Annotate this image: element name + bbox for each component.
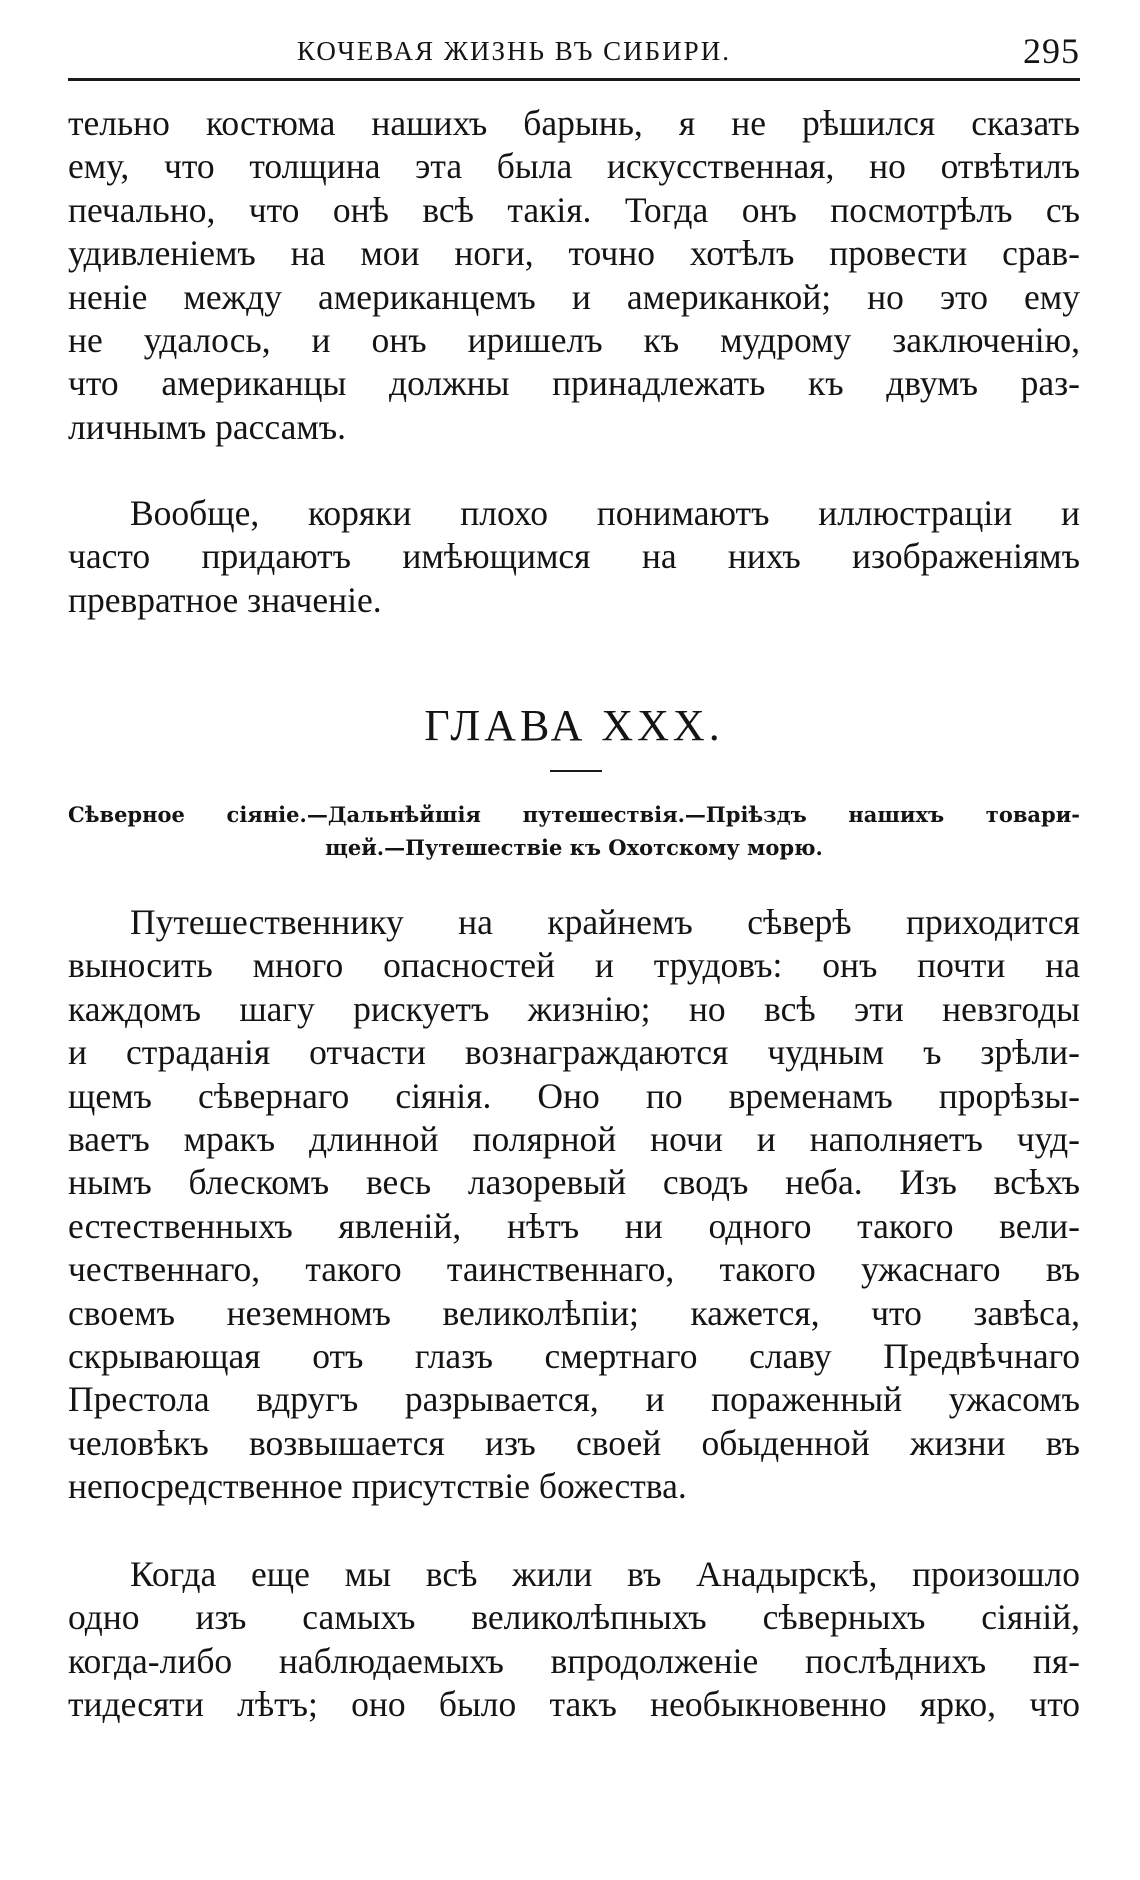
- paragraph-line: тельно костюма нашихъ барынь, я не рѣшился сказать: [68, 103, 1080, 143]
- paragraph-line: тидесяти лѣтъ; оно было такъ необыкновенно ярко, что: [68, 1684, 1080, 1725]
- paragraph-line: удивленіемъ на мои ноги, точно хотѣлъ провести срав-: [68, 233, 1080, 274]
- paragraph-line: выносить много опасностей и трудовъ: онъ почти на: [68, 945, 1080, 986]
- chapter-summary: [68, 798, 1080, 864]
- chapter-title: ГЛАВА XXX.: [424, 701, 724, 750]
- paragraph-line: непосредственное присутствіе божества.: [68, 1466, 687, 1507]
- paragraph-line: что американцы должны принадлежать къ двумъ раз-: [68, 363, 1080, 404]
- summary-line: Сѣверное сіяніе.—Дальнѣйшія путешествія.—Пріѣздъ нашихъ товари-: [68, 802, 1080, 827]
- paragraph-line: когда-либо наблюдаемыхъ впродолженіе послѣднихъ пя-: [68, 1640, 1080, 1681]
- paragraph-line: ему, что толщина эта была искусственная, но отвѣтилъ: [68, 146, 1080, 187]
- paragraph-line: неніе между американцемъ и американкой; но это ему: [68, 276, 1080, 317]
- paragraph-line: чественнаго, такого таинственнаго, такого ужаснаго въ: [68, 1249, 1080, 1290]
- paragraph-line: часто придаютъ имѣющимся на нихъ изображеніямъ: [68, 536, 1080, 577]
- paragraph-line: одно изъ самыхъ великолѣпныхъ сѣверныхъ сіяній,: [68, 1597, 1080, 1638]
- paragraph-line: нымъ блескомъ весь лазоревый сводъ неба. Изъ всѣхъ: [68, 1162, 1080, 1203]
- paragraph-line: Престола вдругъ разрывается, и пораженный ужасомъ: [68, 1379, 1080, 1420]
- header-rule: [68, 78, 1080, 81]
- paragraph-line: каждомъ шагу рискуетъ жизнію; но всѣ эти невзгоды: [68, 988, 1080, 1029]
- paragraph-line: Когда еще мы всѣ жили въ Анадырскѣ, произошло: [130, 1554, 1080, 1594]
- summary-line: щей.—Путешествіе къ Охотскому морю.: [325, 835, 823, 860]
- paragraph-line: щемъ сѣвернаго сіянія. Оно по временамъ прорѣзы-: [68, 1075, 1080, 1116]
- paragraph-line: печально, что онѣ всѣ такія. Тогда онъ посмотрѣлъ съ: [68, 189, 1080, 230]
- paragraph-3: [68, 901, 1080, 1509]
- paragraph-line: и страданія отчасти вознаграждаются чудным ъ зрѣли-: [68, 1032, 1080, 1073]
- running-header: [68, 26, 1080, 82]
- paragraph-line: личнымъ рассамъ.: [68, 406, 347, 447]
- paragraph-line: Путешественнику на крайнемъ сѣверѣ приходится: [130, 902, 1080, 942]
- chapter-rule: [550, 770, 602, 772]
- paragraph-line: своемъ неземномъ великолѣпіи; кажется, что завѣса,: [68, 1292, 1080, 1333]
- paragraph-line: превратное значеніе.: [68, 579, 382, 620]
- paragraph-1: [68, 102, 1080, 449]
- paragraph-2: [68, 492, 1080, 622]
- running-title: КОЧЕВАЯ ЖИЗНЬ ВЪ СИБИРИ.: [297, 36, 731, 66]
- paragraph-line: человѣкъ возвышается изъ своей обыденной жизни въ: [68, 1422, 1080, 1463]
- paragraph-line: Вообще, коряки плохо понимаютъ иллюстраціи и: [130, 493, 1080, 533]
- paragraph-line: не удалось, и онъ иришелъ къ мудрому заключенію,: [68, 320, 1080, 361]
- paragraph-line: естественныхъ явленій, нѣтъ ни одного такого вели-: [68, 1205, 1080, 1246]
- paragraph-4: [68, 1553, 1080, 1727]
- paragraph-line: скрывающая отъ глазъ смертнаго славу Предвѣчнаго: [68, 1336, 1080, 1377]
- paragraph-line: ваетъ мракъ длинной полярной ночи и наполняетъ чуд-: [68, 1119, 1080, 1160]
- page-number: 295: [1023, 31, 1080, 71]
